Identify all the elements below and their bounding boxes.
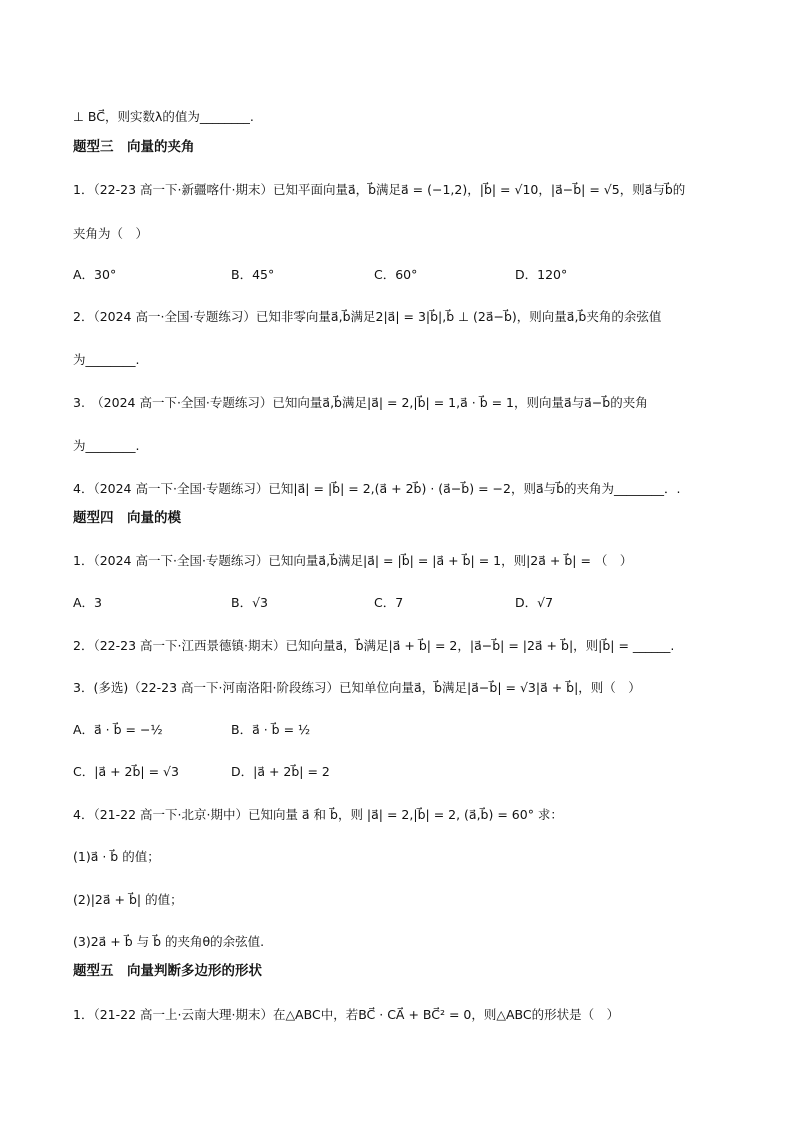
s3-q1-option-a[interactable]: A．30° [73,267,117,282]
s3-q1-line1: 1．（22-23 高一下·新疆喀什·期末）已知平面向量a⃗，b⃗满足a⃗ = (−1,2)，|b⃗| = √10，|a⃗−b⃗| = √5，则a⃗与b⃗的 [73,182,686,197]
s3-q1-line2: 夹角为（ ） [73,226,149,241]
s4-q1-option-c[interactable]: C．7 [374,595,404,610]
s4-q1-line1: 1．（2024 高一下·全国·专题练习）已知向量a⃗,b⃗满足|a⃗| = |b⃗| = |a⃗ + b⃗| = 1，则|2a⃗ + b⃗| = （ ） [73,553,633,568]
s4-q4-sub2: (2)|2a⃗ + b⃗| 的值； [73,892,183,907]
s4-q1-option-b[interactable]: B．√3 [231,595,268,610]
s4-q4-sub1: (1)a⃗ · b⃗ 的值； [73,849,160,864]
section-heading-magnitude: 题型四 向量的模 [73,510,181,526]
s3-q2-line1: 2．（2024 高一·全国·专题练习）已知非零向量a⃗,b⃗满足2|a⃗| = 3|b⃗|,b⃗ ⊥ (2a⃗−b⃗)，则向量a⃗,b⃗夹角的余弦值 [73,309,662,324]
s3-q3-line2: 为________. [73,438,140,453]
s3-q4-line1: 4．（2024 高一下·全国·专题练习）已知|a⃗| = |b⃗| = 2,(a⃗ + 2b⃗) · (a⃗−b⃗) = −2，则a⃗与b⃗的夹角为________．. [73,481,681,496]
s3-q2-line2: 为________. [73,352,140,367]
s4-q4-line1: 4．（21-22 高一下·北京·期中）已知向量 a⃗ 和 b⃗，则 |a⃗| = 2,|b⃗| = 2, (a⃗,b⃗) = 60° 求： [73,807,563,822]
s3-q1-option-b[interactable]: B．45° [231,267,275,282]
s3-q3-line1: 3. （2024 高一下·全国·专题练习）已知向量a⃗,b⃗满足|a⃗| = 2,|b⃗| = 1,a⃗ · b⃗ = 1，则向量a⃗与a⃗−b⃗的夹角 [73,395,648,410]
s4-q3-option-d[interactable]: D．|a⃗ + 2b⃗| = 2 [231,764,330,779]
s4-q4-sub3: (3)2a⃗ + b⃗ 与 b⃗ 的夹角θ的余弦值. [73,934,265,949]
s4-q1-option-a[interactable]: A．3 [73,595,103,610]
s4-q1-option-d[interactable]: D．√7 [515,595,554,610]
section-heading-polygon-shape: 题型五 向量判断多边形的形状 [73,963,262,979]
continued-question-line: ⊥ BC⃗，则实数λ的值为________. [73,109,254,124]
s4-q3-line1: 3．(多选)（22-23 高一下·河南洛阳·阶段练习）已知单位向量a⃗，b⃗满足|a⃗−b⃗| = √3|a⃗ + b⃗|，则（ ） [73,680,641,695]
s4-q3-option-c[interactable]: C．|a⃗ + 2b⃗| = √3 [73,764,179,779]
s4-q3-option-b[interactable]: B．a⃗ · b⃗ = ½ [231,722,311,737]
s3-q1-option-d[interactable]: D．120° [515,267,568,282]
s4-q3-option-a[interactable]: A．a⃗ · b⃗ = −½ [73,722,163,737]
s5-q1-line1: 1．（21-22 高一上·云南大理·期末）在△ABC中，若BC⃗ · CA⃗ + BC⃗² = 0，则△ABC的形状是（ ） [73,1007,620,1022]
s4-q2-line1: 2．（22-23 高一下·江西景德镇·期末）已知向量a⃗，b⃗满足|a⃗ + b⃗| = 2，|a⃗−b⃗| = |2a⃗ + b⃗|，则|b⃗| = ______. [73,638,675,653]
section-heading-angle: 题型三 向量的夹角 [73,139,195,155]
s3-q1-option-c[interactable]: C．60° [374,267,418,282]
